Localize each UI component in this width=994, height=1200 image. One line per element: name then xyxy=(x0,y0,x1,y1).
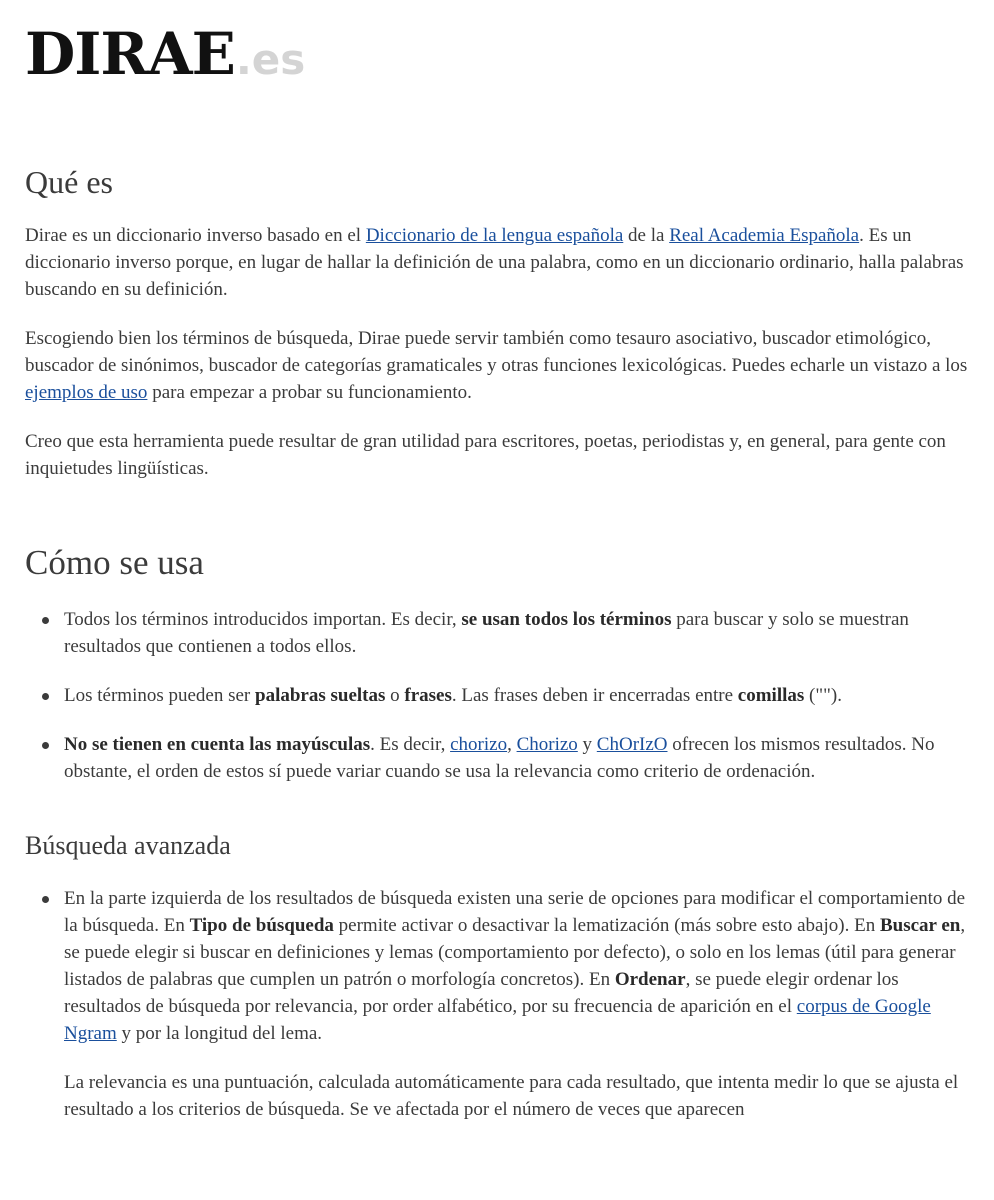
heading-que-es: Qué es xyxy=(25,164,113,200)
link-chorizo-mixed[interactable]: ChOrIzO xyxy=(596,734,668,755)
bullet-icon xyxy=(42,896,49,903)
logo-name: DIRAE xyxy=(25,20,235,88)
bullet-icon xyxy=(42,742,49,749)
bold-text: palabras sueltas xyxy=(255,685,386,706)
intro-paragraph-1 xyxy=(25,222,970,303)
bold-text: comillas xyxy=(737,685,805,706)
list-item xyxy=(64,606,970,660)
text: permite activar o desactivar la lematización (más sobre esto abajo). En xyxy=(333,915,880,936)
intro-section xyxy=(25,222,970,482)
text: Escogiendo bien los términos de búsqueda, Dirae puede servir también como tesauro asociativo, buscador etimológico, buscador de sinónimos, buscador de categorías gramaticales y otras funciones lexicológicas. Puedes echarle un vistazo a los xyxy=(25,328,968,376)
text: , se puede elegir si buscar en definiciones y lemas (comportamiento por defecto), o solo en los lemas (útil para generar listados de palabras que cumplen un patrón o morfología concretos). En xyxy=(64,915,966,990)
text: . Es decir, xyxy=(370,734,451,755)
list-item xyxy=(64,885,970,1123)
link-ejemplos-de-uso[interactable]: ejemplos de uso xyxy=(25,382,148,403)
text: (""). xyxy=(804,685,842,706)
text: . Las frases deben ir encerradas entre xyxy=(451,685,738,706)
text: Los términos pueden ser xyxy=(64,685,256,706)
bold-text: frases xyxy=(404,685,452,706)
link-diccionario-lengua[interactable]: Diccionario de la lengua española xyxy=(365,225,624,246)
bold-text: Buscar en xyxy=(879,915,961,936)
bold-text: se usan todos los términos xyxy=(461,609,672,630)
site-logo[interactable] xyxy=(25,0,970,88)
text: para empezar a probar su funcionamiento. xyxy=(147,382,472,403)
bold-text: No se tienen en cuenta las mayúsculas xyxy=(64,734,371,755)
heading-busqueda-avanzada: Búsqueda avanzada xyxy=(25,831,231,860)
text: Dirae es un diccionario inverso basado en el xyxy=(25,225,366,246)
text: Todos los términos introducidos importan. Es decir, xyxy=(64,609,462,630)
text: y xyxy=(577,734,597,755)
list-item xyxy=(64,682,970,709)
bullet-icon xyxy=(42,617,49,624)
text: , se puede elegir ordenar los resultados de búsqueda por relevancia, por order alfabético, por su frecuencia de aparición en el xyxy=(64,969,899,1017)
link-chorizo-capital[interactable]: Chorizo xyxy=(516,734,578,755)
link-chorizo-lower[interactable]: chorizo xyxy=(450,734,508,755)
relevance-paragraph: La relevancia es una puntuación, calculada automáticamente para cada resultado, que intenta medir lo que se ajusta el resultado a los criterios de búsqueda. Se ve afectada por el número de veces que aparecen xyxy=(64,1072,959,1120)
bold-text: Ordenar xyxy=(614,969,686,990)
advanced-search-list xyxy=(25,885,970,1123)
intro-paragraph-2 xyxy=(25,325,970,406)
text: , xyxy=(507,734,517,755)
usage-list xyxy=(25,606,970,785)
text: . Es un diccionario inverso porque, en lugar de hallar la definición de una palabra, como en un diccionario ordinario, halla palabras buscando en su definición. xyxy=(25,225,964,300)
link-google-ngram[interactable]: corpus de Google Ngram xyxy=(64,996,931,1044)
list-item xyxy=(64,731,970,785)
logo-domain: .es xyxy=(235,35,306,84)
intro-paragraph-3: Creo que esta herramienta puede resultar de gran utilidad para escritores, poetas, periodistas y, en general, para gente con inquietudes lingüísticas. xyxy=(25,431,946,479)
bold-text: Tipo de búsqueda xyxy=(189,915,334,936)
bullet-icon xyxy=(42,693,49,700)
text: y por la longitud del lema. xyxy=(116,1023,323,1044)
text: para buscar y solo se muestran resultados que contienen a todos ellos. xyxy=(64,609,909,657)
link-rae[interactable]: Real Academia Española xyxy=(669,225,860,246)
text: ofrecen los mismos resultados. No obstante, el orden de estos sí puede variar cuando se usa la relevancia como criterio de ordenación. xyxy=(64,734,935,782)
text: o xyxy=(385,685,405,706)
heading-como-se-usa: Cómo se usa xyxy=(25,543,204,582)
text: En la parte izquierda de los resultados de búsqueda existen una serie de opciones para modificar el comportamiento de la búsqueda. En xyxy=(64,888,966,936)
text: de la xyxy=(623,225,670,246)
